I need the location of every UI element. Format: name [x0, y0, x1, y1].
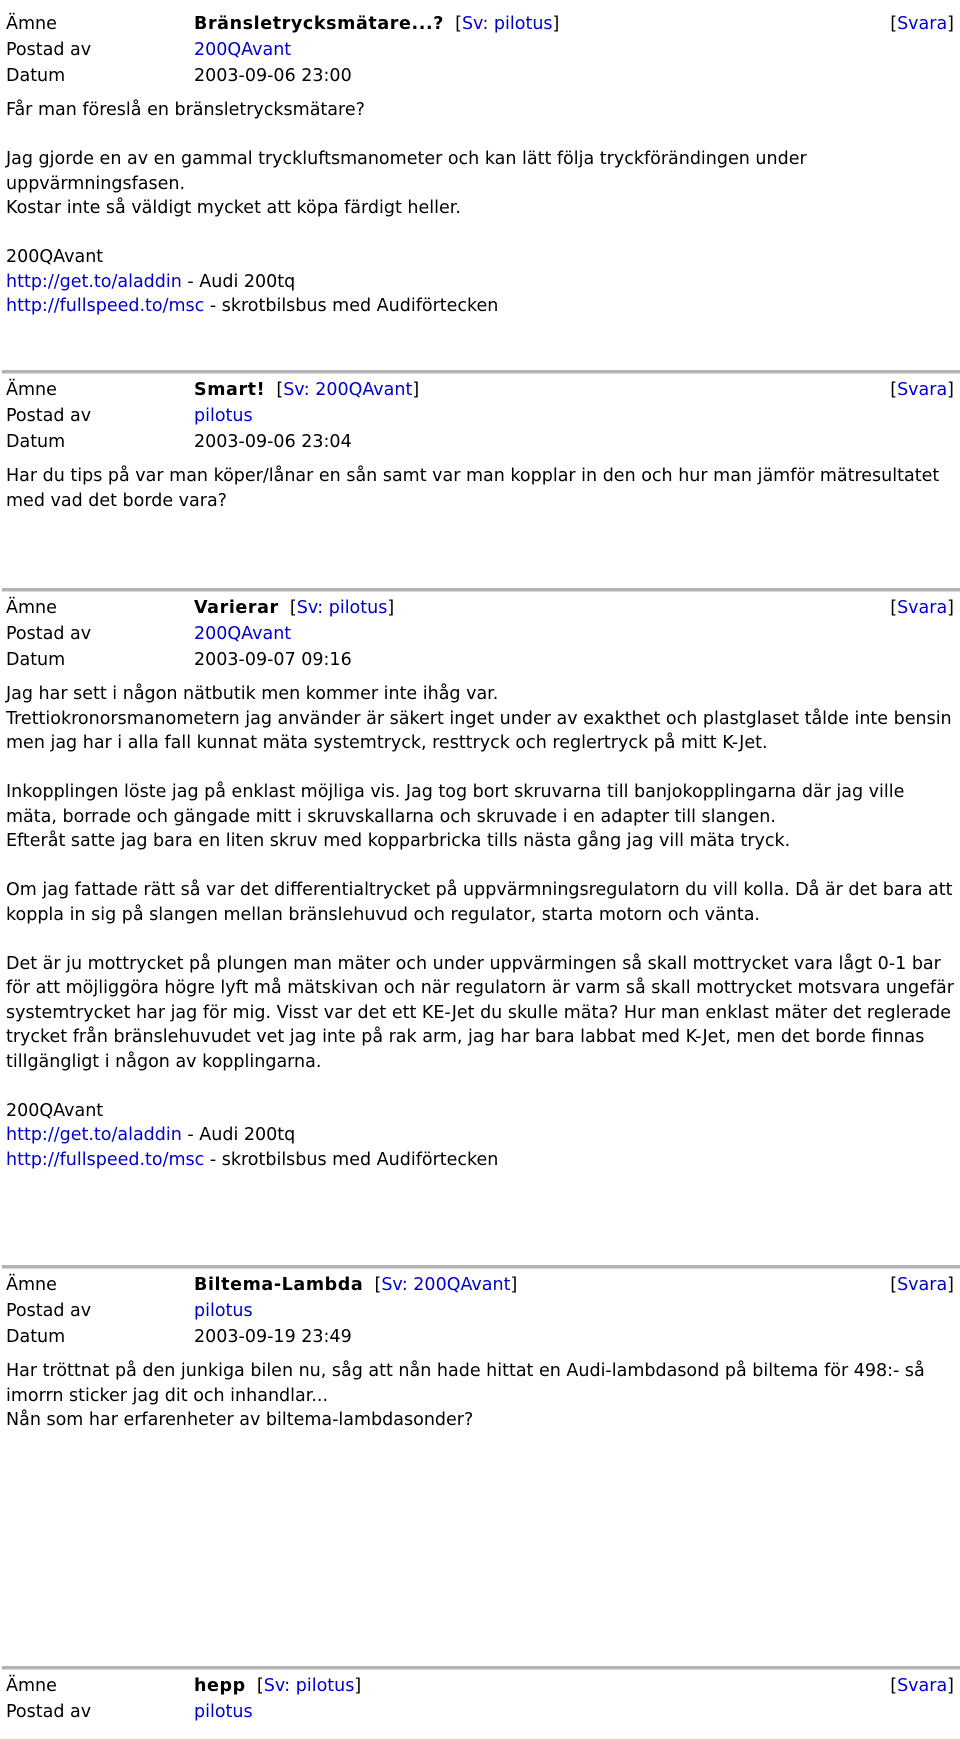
signature-link-desc: - Audi 200tq: [181, 271, 296, 292]
post-paragraph: Jag gjorde en av en gammal tryckluftsmanometer och kan lätt följa tryckförändingen under uppvärmningsfasen. Kostar inte så väldigt mycket att köpa färdigt heller.: [6, 149, 807, 218]
post-paragraph: Får man föreslå en bränsletrycksmätare?: [6, 100, 365, 120]
reply-button[interactable]: [Svara]: [890, 1275, 954, 1295]
author-link[interactable]: 200QAvant: [194, 624, 292, 644]
post-subject: Varierar: [194, 598, 279, 618]
post-divider: [2, 588, 960, 592]
date-row: [0, 648, 960, 674]
author-link[interactable]: pilotus: [194, 406, 253, 426]
subject-row: [0, 12, 960, 38]
date-row: [0, 1325, 960, 1351]
post-paragraph: Det är ju mottrycket på plungen man mäter och under uppvärmingen så skall mottrycket vara lågt 0-1 bar för att möjliggöra högre lyft må mätskivan och när regulatorn är varm så skall mottrycket motsvara ungefär systemtrycket har jag för mig. Visst var det ett KE-Jet du skulle mäta? Hur man enklast mäter det reglerade trycket från bränslehuvudet vet jag inte på rak arm, jag har bara labbat med K-Jet, men det borde finnas tillgängligt i någon av kopplingarna.: [6, 953, 954, 1072]
post-paragraph: Inkopplingen löste jag på enklast möjliga vis. Jag tog bort skruvarna till banjokopplingarna där jag ville mäta, borrade och gängade mitt i skruvskallarna och skruvade i en adapter till slangen. Efteråt satte jag bara en liten skruv med kopparbricka tills nästa gång jag vill mäta tryck.: [6, 782, 905, 851]
subject-label: Ämne: [6, 14, 57, 34]
signature-link-aladdin[interactable]: http://get.to/aladdin: [6, 271, 182, 292]
signature-link-aladdin[interactable]: http://get.to/aladdin: [6, 1125, 182, 1145]
date-label: Datum: [6, 650, 66, 670]
posted-by-label: Postad av: [6, 40, 92, 60]
reply-to-link[interactable]: Sv: pilotus: [296, 598, 388, 618]
posted-by-label: Postad av: [6, 624, 92, 644]
author-link[interactable]: pilotus: [194, 1702, 253, 1722]
date-label: Datum: [6, 1327, 66, 1347]
date-row: [0, 430, 960, 456]
date-label: Datum: [6, 66, 66, 86]
reply-to-link[interactable]: Sv: 200QAvant: [283, 380, 413, 400]
subject-value: Biltema-Lambda [Sv: 200QAvant]: [194, 1275, 518, 1295]
signature: [0, 1099, 960, 1173]
signature-name: 200QAvant: [6, 247, 104, 267]
subject-row: [0, 1674, 960, 1700]
post-body: [0, 464, 960, 513]
post-subject: Bränsletrycksmätare...?: [194, 14, 444, 34]
post-paragraph: Har tröttnat på den junkiga bilen nu, såg att nån hade hittat en Audi-lambdasond på biltema för 498:- så imorrn sticker jag dit och inhandlar... Nån som har erfarenheter av biltema-lambdasonder?: [6, 1361, 925, 1430]
author-link[interactable]: pilotus: [194, 1301, 253, 1321]
post-divider: [2, 1666, 960, 1670]
signature: [0, 245, 960, 319]
signature-link-desc: - Audi 200tq: [181, 1125, 296, 1145]
author-row: [0, 1299, 960, 1325]
post-body: [0, 1359, 960, 1433]
subject-label: Ämne: [6, 598, 57, 618]
subject-row: [0, 1273, 960, 1299]
post-date: 2003-09-06 23:00: [194, 66, 352, 86]
post-body: [0, 682, 960, 1074]
post-body: [0, 98, 960, 221]
posted-by-label: Postad av: [6, 406, 92, 426]
signature-link-fullspeed[interactable]: http://fullspeed.to/msc: [6, 296, 205, 316]
reply-button[interactable]: [Svara]: [890, 1676, 954, 1696]
signature-link-fullspeed[interactable]: http://fullspeed.to/msc: [6, 1149, 205, 1170]
post-subject: hepp: [194, 1676, 246, 1696]
post-date: 2003-09-07 09:16: [194, 650, 352, 670]
subject-label: Ämne: [6, 380, 57, 400]
post-divider: [2, 370, 960, 374]
subject-value: hepp [Sv: pilotus]: [194, 1676, 362, 1696]
forum-post: [0, 1666, 960, 1726]
author-row: [0, 622, 960, 648]
subject-label: Ämne: [6, 1676, 57, 1696]
signature-link-desc: - skrotbilsbus med Audiförtecken: [204, 296, 499, 316]
signature-name: 200QAvant: [6, 1100, 104, 1121]
author-row: [0, 1700, 960, 1726]
date-row: [0, 64, 960, 90]
date-label: Datum: [6, 432, 66, 452]
subject-value: Bränsletrycksmätare...? [Sv: pilotus]: [194, 14, 560, 34]
posted-by-label: Postad av: [6, 1702, 92, 1722]
subject-row: [0, 596, 960, 622]
post-date: 2003-09-06 23:04: [194, 432, 352, 452]
forum-post: [0, 588, 960, 1172]
signature-link-desc: - skrotbilsbus med Audiförtecken: [204, 1149, 499, 1170]
reply-to-link[interactable]: Sv: pilotus: [263, 1676, 355, 1696]
post-divider: [2, 1265, 960, 1269]
post-paragraph: Om jag fattade rätt så var det differentialtrycket på uppvärmningsregulatorn du vill kolla. Då är det bara att koppla in sig på slangen mellan bränslehuvud och regulator, starta motorn och vänta.: [6, 880, 953, 925]
forum-post: [0, 1265, 960, 1457]
subject-value: Varierar [Sv: pilotus]: [194, 598, 395, 618]
post-subject: Smart!: [194, 380, 266, 400]
post-paragraph: Jag har sett i någon nätbutik men kommer inte ihåg var. Trettiokronorsmanometern jag använder är säkert inget under av exakthet och plastglaset tålde inte bensin men jag har i alla fall kunnat mäta systemtryck, resttryck och reglertryck på mitt K-Jet.: [6, 684, 952, 753]
subject-row: [0, 378, 960, 404]
subject-value: Smart! [Sv: 200QAvant]: [194, 380, 420, 400]
reply-button[interactable]: [Svara]: [890, 380, 954, 400]
posted-by-label: Postad av: [6, 1301, 92, 1321]
forum-post: [0, 12, 960, 319]
post-date: 2003-09-19 23:49: [194, 1327, 352, 1347]
reply-to-link[interactable]: Sv: 200QAvant: [381, 1275, 511, 1295]
post-subject: Biltema-Lambda: [194, 1275, 364, 1295]
reply-button[interactable]: [Svara]: [890, 598, 954, 618]
author-row: [0, 38, 960, 64]
forum-post: [0, 370, 960, 538]
author-link[interactable]: 200QAvant: [194, 40, 292, 60]
author-row: [0, 404, 960, 430]
reply-button[interactable]: [Svara]: [890, 14, 954, 34]
post-paragraph: Har du tips på var man köper/lånar en sån samt var man kopplar in den och hur man jämför mätresultatet med vad det borde vara?: [6, 466, 940, 511]
reply-to-link[interactable]: Sv: pilotus: [461, 14, 553, 34]
subject-label: Ämne: [6, 1275, 57, 1295]
